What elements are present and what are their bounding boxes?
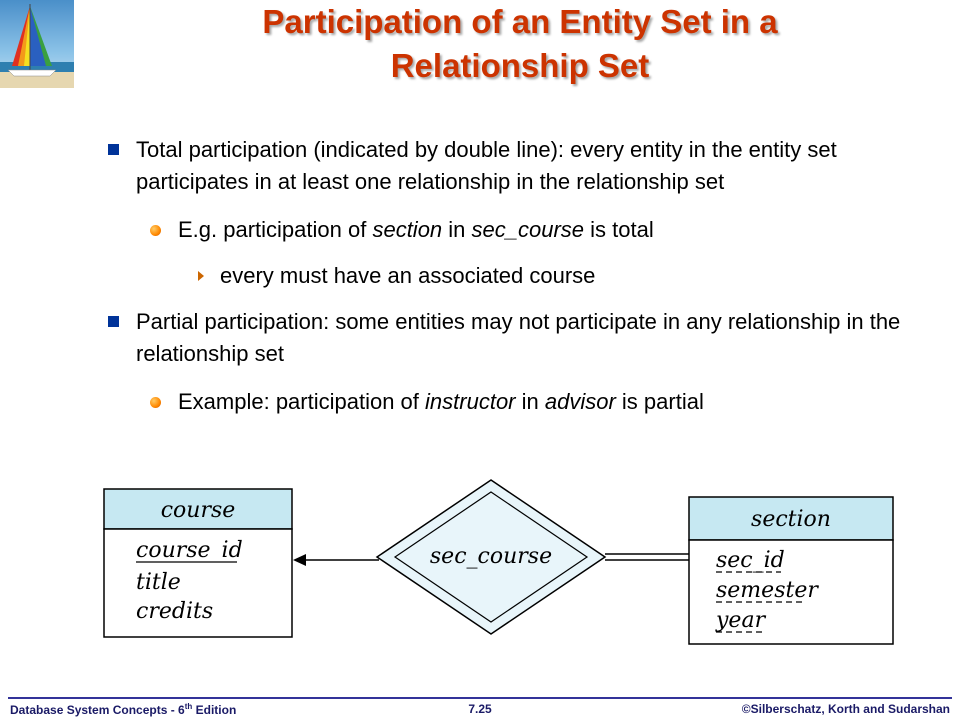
attr-semester: semester [716,578,818,603]
footer-edition-label: Edition [192,703,237,717]
footer-page-number: 7.25 [468,702,492,716]
bullet-text: every must have an associated course [220,263,596,288]
title-line-2: Relationship Set [390,47,650,84]
relationship-name: sec_course [429,544,553,569]
arrow-to-course [293,554,379,566]
text-relation: sec_course [471,217,585,242]
attr-sec-id: sec_id [716,548,785,573]
double-line-total-participation [605,554,689,560]
entity-section-name: section [751,507,831,532]
attr-course-id: course_id [136,538,243,563]
text-mid: in [442,217,472,242]
entity-section [689,497,893,644]
text-mid: in [515,389,545,414]
footer-edition-sup: th [184,702,193,711]
footer-book-name: Database System Concepts - 6 [10,703,185,717]
bullet-text: Partial participation: some entities may not participate in any relationship in the relationship set [136,309,901,366]
slide-footer [0,697,960,720]
text-relation: advisor [544,389,616,414]
title-line-1: Participation of an Entity Set in a [262,3,778,40]
footer-rule [8,697,952,699]
footer-book-title [10,702,236,717]
entity-course [104,489,292,637]
arrow-head-icon [293,554,306,566]
relationship-sec-course [377,480,605,634]
text-pre: E.g. participation of [178,217,373,242]
text-post: is total [584,217,654,242]
attr-title: title [136,570,181,595]
entity-course-name: course [160,498,236,523]
text-entity: instructor [425,389,516,414]
bullet-text: Total participation (indicated by double line): every entity in the entity set participates in at least one relationship in the relationship set [136,137,837,194]
footer-copyright: ©Silberschatz, Korth and Sudarshan [741,702,950,716]
text-entity: section [372,217,443,242]
text-post: is partial [615,389,704,414]
attr-credits: credits [136,599,214,624]
attr-year: year [716,608,766,633]
text-pre: Example: participation of [178,389,426,414]
